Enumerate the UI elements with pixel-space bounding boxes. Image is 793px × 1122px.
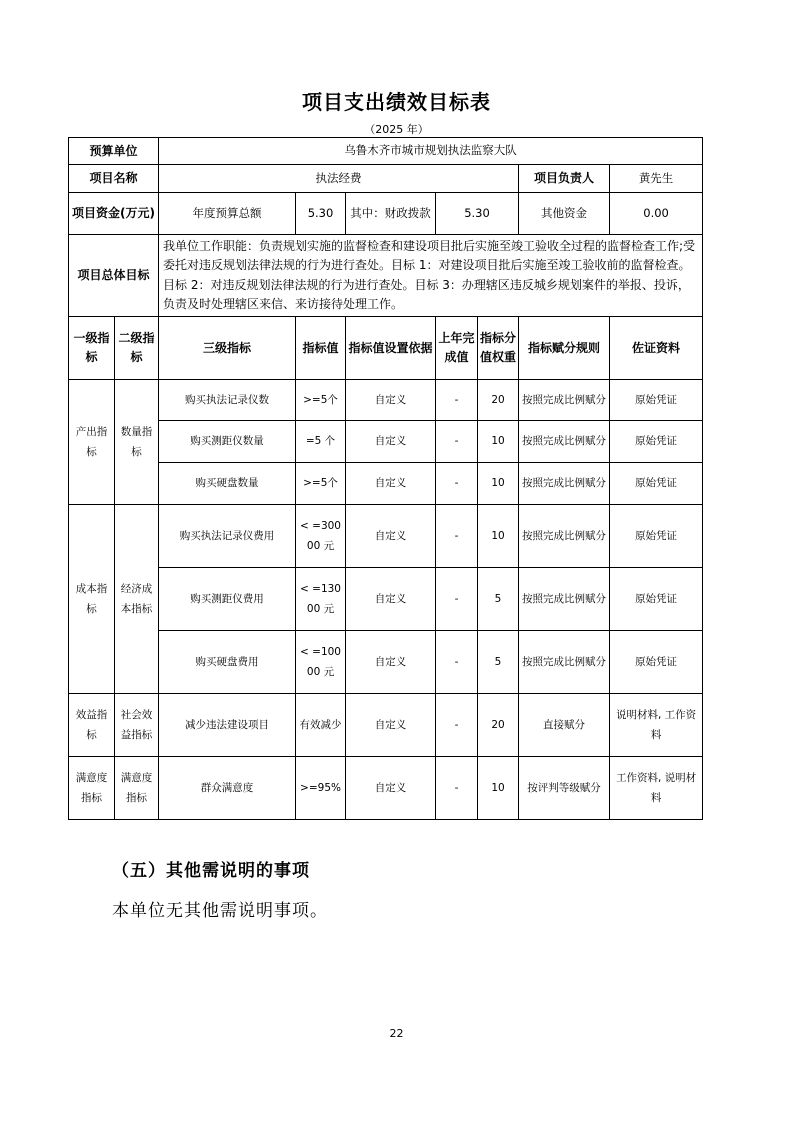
project-funds-label: 项目资金(万元) [69, 193, 159, 235]
table-row [69, 757, 703, 820]
budget-unit-value: 乌鲁木齐市城市规划执法监察大队 [159, 138, 703, 165]
col-header-evidence: 佐证资料 [610, 317, 703, 380]
col-header-basis: 指标值设置依据 [346, 317, 436, 380]
row-basis: 自定义 [346, 757, 436, 820]
row-prev: - [436, 421, 478, 463]
row-basis: 自定义 [346, 694, 436, 757]
row-basis: 自定义 [346, 568, 436, 631]
fiscal-label: 其中：财政拨款 [346, 193, 436, 235]
row-evidence: 原始凭证 [610, 463, 703, 505]
fiscal-value: 5.30 [436, 193, 519, 235]
col-header-prev: 上年完成值 [436, 317, 478, 380]
row-evidence: 工作资料, 说明材料 [610, 757, 703, 820]
project-lead-label: 项目负责人 [519, 165, 610, 193]
row-evidence: 原始凭证 [610, 421, 703, 463]
row-name: 购买执法记录仪数 [159, 380, 296, 421]
row-rule: 按照完成比例赋分 [519, 463, 610, 505]
group-level1-satisfaction: 满意度指标 [69, 757, 115, 820]
row-evidence: 原始凭证 [610, 631, 703, 694]
row-prev: - [436, 631, 478, 694]
group-level1-cost: 成本指标 [69, 505, 115, 694]
overall-goal-text: 我单位工作职能：负责规划实施的监督检查和建设项目批后实施至竣工验收全过程的监督检查工作;受委托对违反规划法律法规的行为进行查处。目标 1：对建设项目批后实施至竣工验收前的监督检查。目标 2：对违反规划法律法规的行为进行查处。目标 3：办理辖区违反城乡规划案件的举报、投诉，负责及时处理辖区来信、来访接待处理工作。 [159, 235, 703, 317]
row-weight: 5 [478, 631, 519, 694]
row-prev: - [436, 463, 478, 505]
row-weight: 20 [478, 694, 519, 757]
row-basis: 自定义 [346, 421, 436, 463]
row-value: < =10000 元 [296, 631, 346, 694]
group-level1-output: 产出指标 [69, 380, 115, 505]
row-value: =5 个 [296, 421, 346, 463]
row-value: 有效减少 [296, 694, 346, 757]
group-level2-economic-cost: 经济成本指标 [115, 505, 159, 694]
row-weight: 20 [478, 380, 519, 421]
row-value: < =13000 元 [296, 568, 346, 631]
row-name: 购买硬盘数量 [159, 463, 296, 505]
table-row [69, 463, 703, 505]
row-weight: 10 [478, 505, 519, 568]
annual-total-label: 年度预算总额 [159, 193, 296, 235]
row-name: 购买测距仪费用 [159, 568, 296, 631]
row-basis: 自定义 [346, 380, 436, 421]
row-value: < =30000 元 [296, 505, 346, 568]
row-name: 购买测距仪数量 [159, 421, 296, 463]
col-header-level1: 一级指标 [69, 317, 115, 380]
row-weight: 5 [478, 568, 519, 631]
row-prev: - [436, 568, 478, 631]
table-year: （2025 年） [364, 123, 429, 136]
row-rule: 按照完成比例赋分 [519, 380, 610, 421]
row-value: >=95% [296, 757, 346, 820]
table-row [69, 421, 703, 463]
col-header-value: 指标值 [296, 317, 346, 380]
budget-unit-label: 预算单位 [69, 138, 159, 165]
row-rule: 按照完成比例赋分 [519, 421, 610, 463]
row-evidence: 说明材料, 工作资料 [610, 694, 703, 757]
page-title: 项目支出绩效目标表 [302, 90, 491, 114]
row-value: >=5个 [296, 380, 346, 421]
page-number: 22 [389, 1027, 404, 1040]
row-evidence: 原始凭证 [610, 568, 703, 631]
row-weight: 10 [478, 463, 519, 505]
section-body: 本单位无其他需说明事项。 [112, 901, 328, 921]
other-funds-label: 其他资金 [519, 193, 610, 235]
table-row [69, 631, 703, 694]
row-name: 群众满意度 [159, 757, 296, 820]
row-name: 购买硬盘费用 [159, 631, 296, 694]
col-header-level2: 二级指标 [115, 317, 159, 380]
row-basis: 自定义 [346, 505, 436, 568]
row-rule: 按照完成比例赋分 [519, 631, 610, 694]
row-evidence: 原始凭证 [610, 380, 703, 421]
table-row [69, 380, 703, 421]
table-row [69, 505, 703, 568]
group-level2-quantity: 数量指标 [115, 380, 159, 505]
row-basis: 自定义 [346, 631, 436, 694]
col-header-weight: 指标分值权重 [478, 317, 519, 380]
row-weight: 10 [478, 757, 519, 820]
row-name: 购买执法记录仪费用 [159, 505, 296, 568]
overall-goal-label: 项目总体目标 [69, 235, 159, 317]
group-level2-social-benefit: 社会效益指标 [115, 694, 159, 757]
annual-total-value: 5.30 [296, 193, 346, 235]
performance-target-table [68, 137, 703, 820]
section-heading: （五）其他需说明的事项 [112, 861, 310, 881]
row-evidence: 原始凭证 [610, 505, 703, 568]
row-prev: - [436, 505, 478, 568]
row-prev: - [436, 694, 478, 757]
row-basis: 自定义 [346, 463, 436, 505]
row-name: 减少违法建设项目 [159, 694, 296, 757]
project-lead-value: 黄先生 [610, 165, 703, 193]
row-weight: 10 [478, 421, 519, 463]
table-row [69, 568, 703, 631]
project-name-label: 项目名称 [69, 165, 159, 193]
table-row [69, 694, 703, 757]
row-rule: 按照完成比例赋分 [519, 568, 610, 631]
col-header-level3: 三级指标 [159, 317, 296, 380]
row-rule: 按照完成比例赋分 [519, 505, 610, 568]
row-rule: 按评判等级赋分 [519, 757, 610, 820]
project-name-value: 执法经费 [159, 165, 519, 193]
row-value: >=5个 [296, 463, 346, 505]
row-rule: 直接赋分 [519, 694, 610, 757]
group-level2-satisfaction: 满意度指标 [115, 757, 159, 820]
col-header-rule: 指标赋分规则 [519, 317, 610, 380]
group-level1-benefit: 效益指标 [69, 694, 115, 757]
row-prev: - [436, 380, 478, 421]
other-funds-value: 0.00 [610, 193, 703, 235]
row-prev: - [436, 757, 478, 820]
